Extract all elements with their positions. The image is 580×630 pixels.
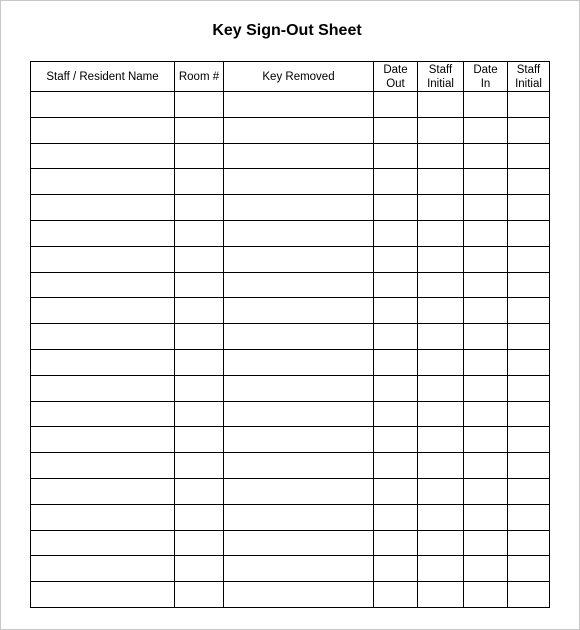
blank-entry-cell	[31, 272, 175, 298]
table-body	[31, 92, 550, 608]
blank-entry-cell	[508, 478, 550, 504]
blank-entry-cell	[224, 92, 374, 118]
blank-entry-cell	[508, 375, 550, 401]
blank-entry-cell	[224, 246, 374, 272]
blank-entry-cell	[224, 349, 374, 375]
blank-entry-cell	[464, 375, 508, 401]
blank-entry-cell	[464, 453, 508, 479]
blank-entry-cell	[464, 427, 508, 453]
blank-entry-cell	[374, 195, 418, 221]
blank-entry-cell	[508, 401, 550, 427]
blank-entry-cell	[374, 169, 418, 195]
blank-entry-cell	[464, 530, 508, 556]
blank-entry-cell	[464, 143, 508, 169]
blank-entry-cell	[374, 246, 418, 272]
col-date-out: Date Out	[374, 62, 418, 92]
blank-entry-cell	[224, 195, 374, 221]
blank-entry-cell	[224, 169, 374, 195]
blank-entry-cell	[374, 504, 418, 530]
blank-entry-cell	[418, 169, 464, 195]
col-key-removed: Key Removed	[224, 62, 374, 92]
blank-entry-cell	[175, 298, 224, 324]
table-row	[31, 401, 550, 427]
blank-entry-cell	[418, 530, 464, 556]
table-row	[31, 427, 550, 453]
blank-entry-cell	[464, 298, 508, 324]
blank-entry-cell	[175, 478, 224, 504]
blank-entry-cell	[31, 246, 175, 272]
blank-entry-cell	[31, 298, 175, 324]
blank-entry-cell	[464, 169, 508, 195]
table-row	[31, 530, 550, 556]
blank-entry-cell	[224, 504, 374, 530]
blank-entry-cell	[374, 478, 418, 504]
blank-entry-cell	[374, 530, 418, 556]
blank-entry-cell	[224, 530, 374, 556]
blank-entry-cell	[224, 375, 374, 401]
blank-entry-cell	[175, 582, 224, 608]
blank-entry-cell	[508, 117, 550, 143]
header-row	[31, 62, 550, 92]
blank-entry-cell	[175, 92, 224, 118]
blank-entry-cell	[508, 143, 550, 169]
blank-entry-cell	[175, 117, 224, 143]
blank-entry-cell	[224, 143, 374, 169]
col-room-number: Room #	[175, 62, 224, 92]
blank-entry-cell	[418, 453, 464, 479]
blank-entry-cell	[175, 220, 224, 246]
table-row	[31, 453, 550, 479]
blank-entry-cell	[464, 504, 508, 530]
blank-entry-cell	[418, 427, 464, 453]
blank-entry-cell	[31, 143, 175, 169]
blank-entry-cell	[374, 117, 418, 143]
blank-entry-cell	[464, 556, 508, 582]
blank-entry-cell	[175, 324, 224, 350]
sign-out-table	[30, 61, 550, 608]
blank-entry-cell	[31, 504, 175, 530]
blank-entry-cell	[175, 143, 224, 169]
blank-entry-cell	[374, 324, 418, 350]
blank-entry-cell	[374, 453, 418, 479]
blank-entry-cell	[508, 582, 550, 608]
col-date-in: Date In	[464, 62, 508, 92]
blank-entry-cell	[508, 324, 550, 350]
blank-entry-cell	[464, 246, 508, 272]
blank-entry-cell	[31, 195, 175, 221]
col-staff-initial-out: Staff Initial	[418, 62, 464, 92]
blank-entry-cell	[508, 349, 550, 375]
blank-entry-cell	[224, 582, 374, 608]
blank-entry-cell	[418, 556, 464, 582]
blank-entry-cell	[418, 349, 464, 375]
blank-entry-cell	[31, 582, 175, 608]
table-row	[31, 92, 550, 118]
blank-entry-cell	[418, 375, 464, 401]
blank-entry-cell	[508, 504, 550, 530]
sheet-title: Key Sign-Out Sheet	[212, 22, 362, 39]
blank-entry-cell	[31, 324, 175, 350]
blank-entry-cell	[374, 349, 418, 375]
blank-entry-cell	[374, 427, 418, 453]
blank-entry-cell	[224, 298, 374, 324]
blank-entry-cell	[31, 478, 175, 504]
col-staff-resident-name: Staff / Resident Name	[31, 62, 175, 92]
blank-entry-cell	[418, 504, 464, 530]
blank-entry-cell	[175, 453, 224, 479]
blank-entry-cell	[224, 117, 374, 143]
blank-entry-cell	[508, 92, 550, 118]
table-row	[31, 349, 550, 375]
blank-entry-cell	[175, 556, 224, 582]
table-row	[31, 169, 550, 195]
blank-entry-cell	[418, 195, 464, 221]
blank-entry-cell	[31, 556, 175, 582]
blank-entry-cell	[31, 220, 175, 246]
blank-entry-cell	[418, 272, 464, 298]
table-row	[31, 375, 550, 401]
col-staff-initial-in: Staff Initial	[508, 62, 550, 92]
blank-entry-cell	[464, 220, 508, 246]
blank-entry-cell	[224, 427, 374, 453]
blank-entry-cell	[508, 220, 550, 246]
table-row	[31, 246, 550, 272]
blank-entry-cell	[418, 220, 464, 246]
blank-entry-cell	[374, 220, 418, 246]
blank-entry-cell	[31, 375, 175, 401]
blank-entry-cell	[418, 143, 464, 169]
blank-entry-cell	[464, 117, 508, 143]
blank-entry-cell	[31, 453, 175, 479]
blank-entry-cell	[31, 117, 175, 143]
blank-entry-cell	[508, 530, 550, 556]
blank-entry-cell	[418, 478, 464, 504]
blank-entry-cell	[374, 375, 418, 401]
blank-entry-cell	[175, 401, 224, 427]
table-row	[31, 478, 550, 504]
blank-entry-cell	[374, 298, 418, 324]
blank-entry-cell	[374, 401, 418, 427]
blank-entry-cell	[224, 272, 374, 298]
blank-entry-cell	[31, 427, 175, 453]
table-row	[31, 220, 550, 246]
blank-entry-cell	[175, 246, 224, 272]
blank-entry-cell	[224, 478, 374, 504]
blank-entry-cell	[175, 530, 224, 556]
blank-entry-cell	[374, 582, 418, 608]
blank-entry-cell	[224, 324, 374, 350]
table-row	[31, 272, 550, 298]
blank-entry-cell	[374, 272, 418, 298]
blank-entry-cell	[224, 401, 374, 427]
blank-entry-cell	[374, 143, 418, 169]
blank-entry-cell	[508, 298, 550, 324]
blank-entry-cell	[464, 324, 508, 350]
table-row	[31, 298, 550, 324]
blank-entry-cell	[464, 478, 508, 504]
blank-entry-cell	[464, 92, 508, 118]
blank-entry-cell	[418, 92, 464, 118]
blank-entry-cell	[224, 453, 374, 479]
blank-entry-cell	[418, 324, 464, 350]
blank-entry-cell	[31, 530, 175, 556]
table-row	[31, 324, 550, 350]
blank-entry-cell	[31, 169, 175, 195]
blank-entry-cell	[464, 582, 508, 608]
blank-entry-cell	[31, 401, 175, 427]
blank-entry-cell	[418, 246, 464, 272]
table-row	[31, 195, 550, 221]
blank-entry-cell	[175, 272, 224, 298]
blank-entry-cell	[175, 427, 224, 453]
blank-entry-cell	[31, 349, 175, 375]
blank-entry-cell	[374, 92, 418, 118]
blank-entry-cell	[31, 92, 175, 118]
blank-entry-cell	[175, 504, 224, 530]
blank-entry-cell	[508, 427, 550, 453]
table-row	[31, 582, 550, 608]
blank-entry-cell	[175, 375, 224, 401]
blank-entry-cell	[464, 272, 508, 298]
blank-entry-cell	[224, 220, 374, 246]
blank-entry-cell	[464, 195, 508, 221]
blank-entry-cell	[508, 169, 550, 195]
blank-entry-cell	[508, 453, 550, 479]
blank-entry-cell	[175, 169, 224, 195]
blank-entry-cell	[418, 401, 464, 427]
blank-entry-cell	[464, 349, 508, 375]
blank-entry-cell	[508, 246, 550, 272]
blank-entry-cell	[175, 349, 224, 375]
blank-entry-cell	[175, 195, 224, 221]
table-row	[31, 117, 550, 143]
blank-entry-cell	[418, 117, 464, 143]
blank-entry-cell	[418, 582, 464, 608]
blank-entry-cell	[508, 272, 550, 298]
table-row	[31, 143, 550, 169]
blank-entry-cell	[224, 556, 374, 582]
blank-entry-cell	[508, 556, 550, 582]
blank-entry-cell	[418, 298, 464, 324]
table-row	[31, 504, 550, 530]
blank-entry-cell	[464, 401, 508, 427]
blank-entry-cell	[508, 195, 550, 221]
blank-entry-cell	[374, 556, 418, 582]
table-row	[31, 556, 550, 582]
